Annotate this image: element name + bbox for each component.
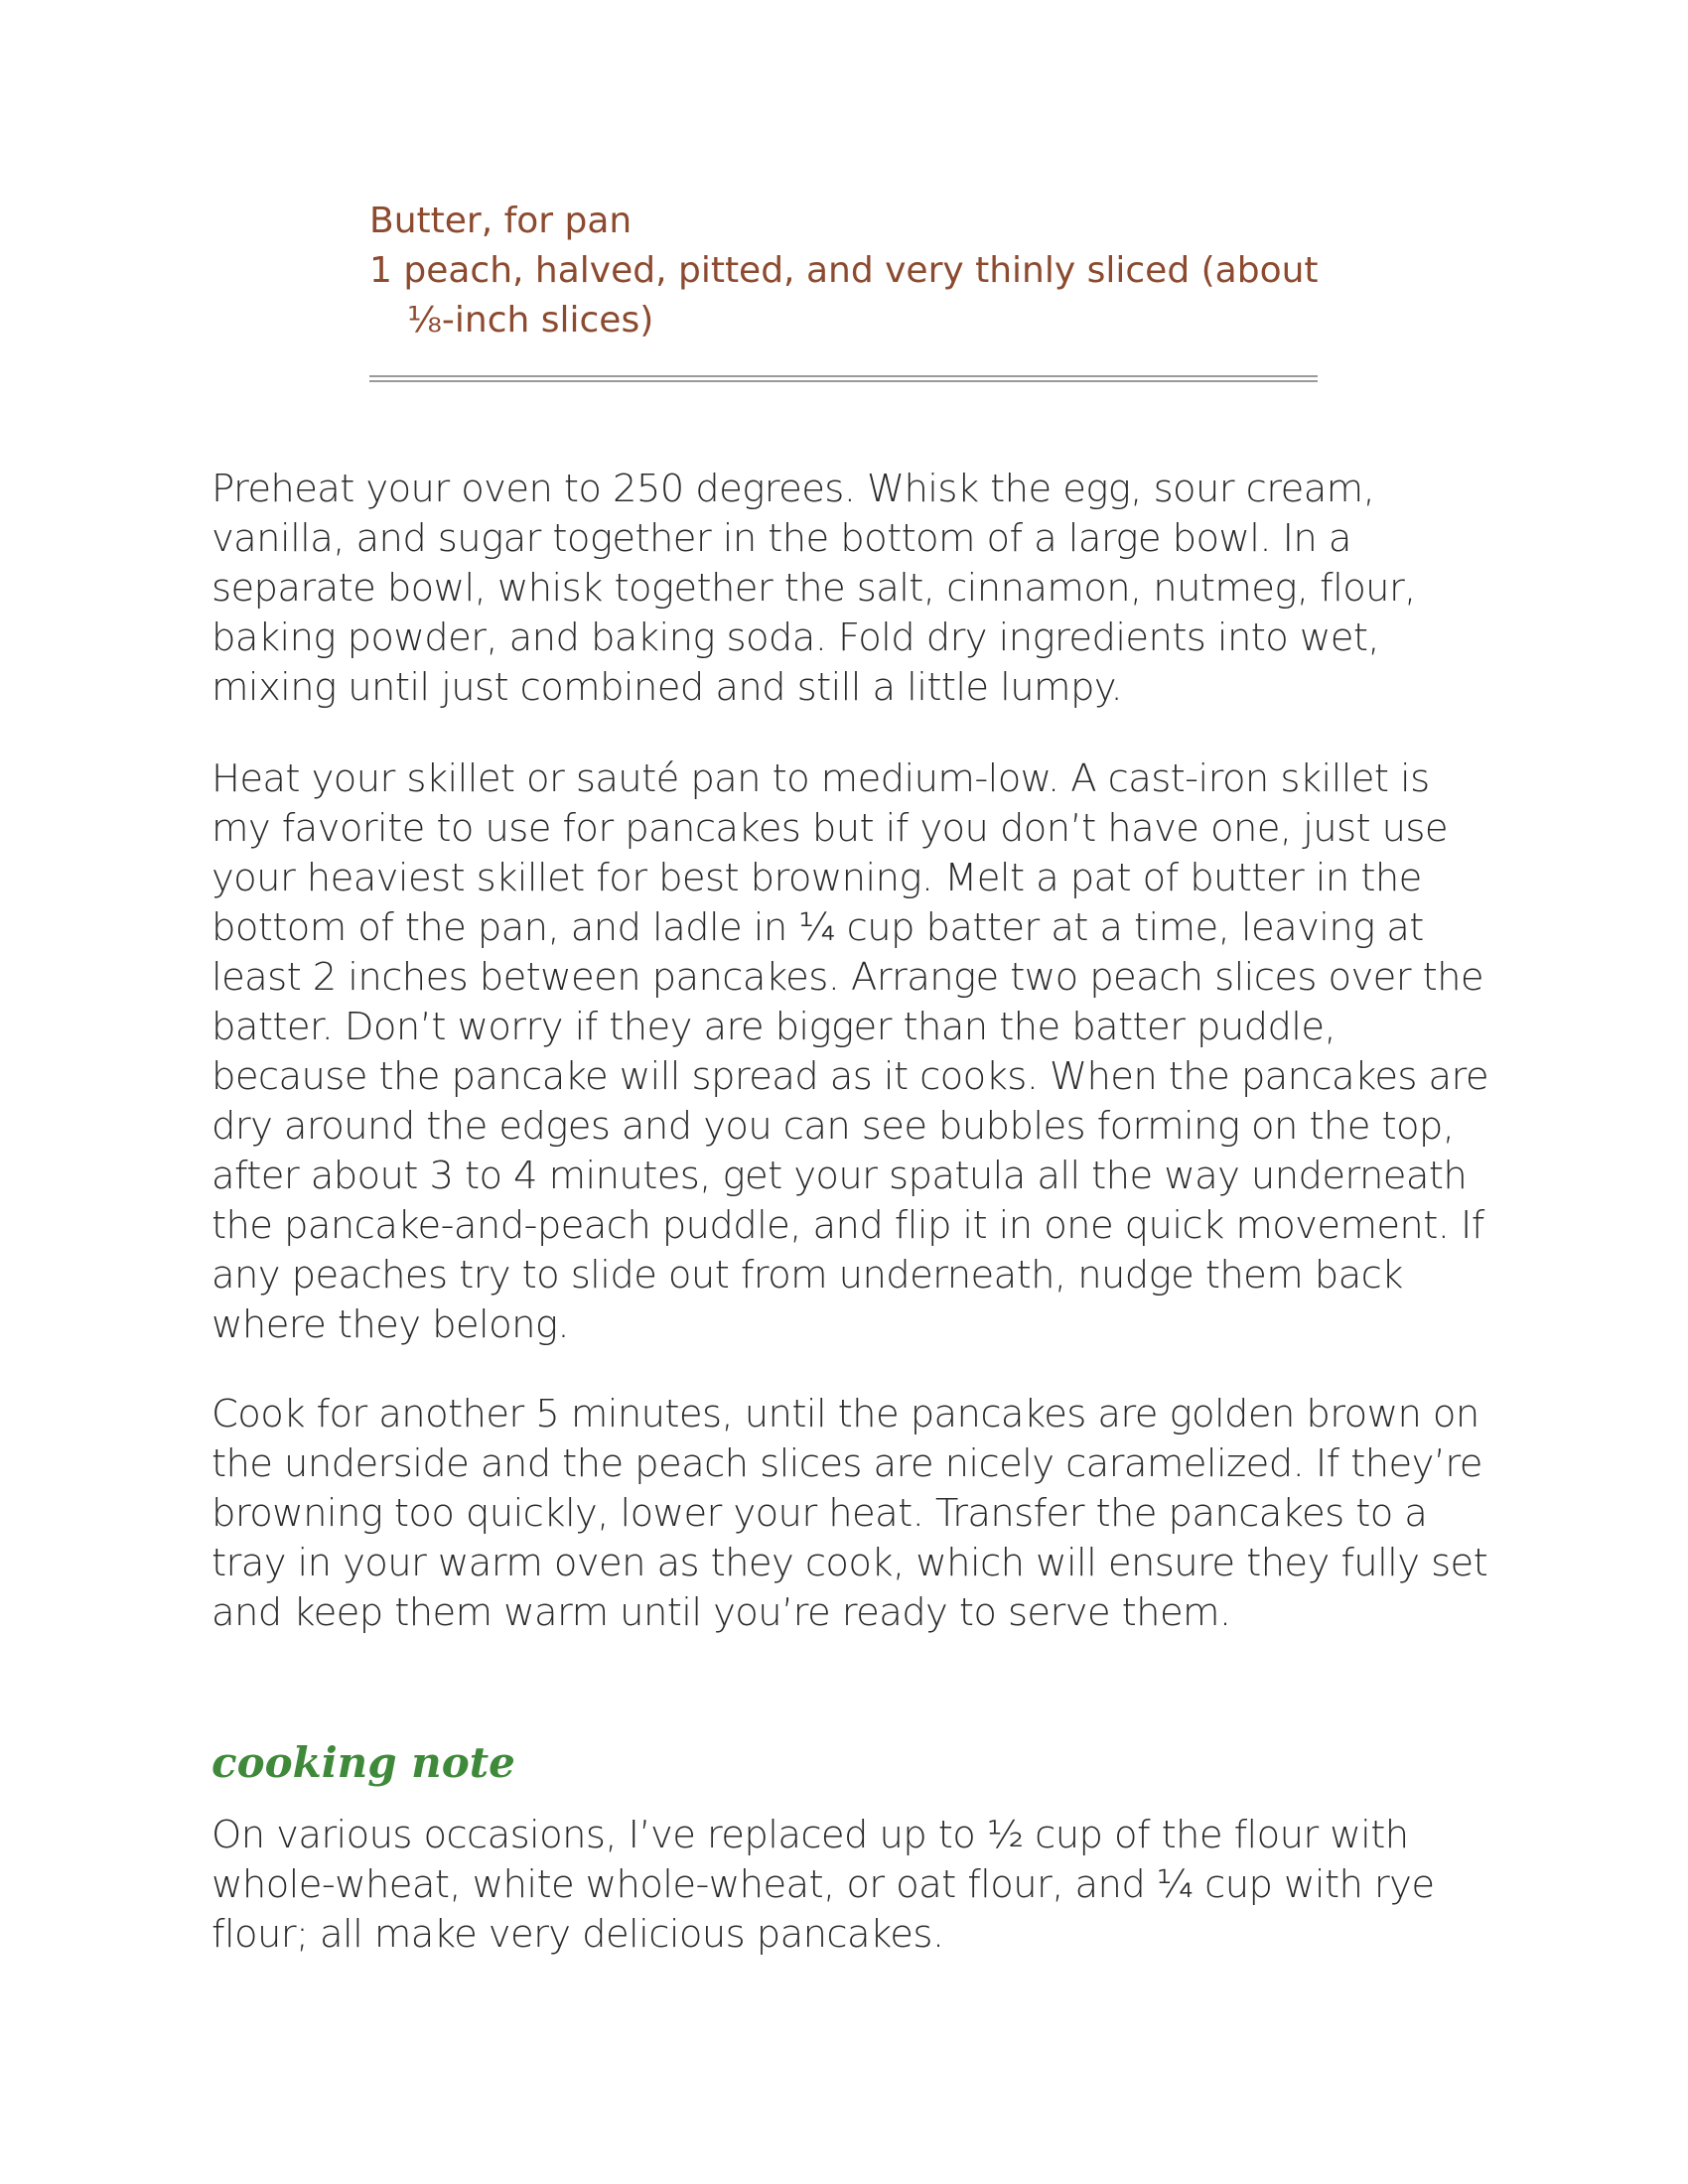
ingredient-divider	[369, 375, 1318, 382]
cooking-note-text: On various occasions, I’ve replaced up to ½ cup of the flour with whole-wheat, white whole-wheat, or oat flour, and ¼ cup with rye flour; all make very delicious pancakes.	[211, 1813, 1435, 1957]
ingredient-list	[369, 197, 1323, 345]
direction-paragraph: Cook for another 5 minutes, until the pancakes are golden brown on the underside and the peach slices are nicely caramelized. If they’re browning too quickly, lower your heat. Transfer the pancakes to a tray in your warm oven as they cook, which will ensure they fully set and keep them warm until you’re ready to serve them.	[211, 1392, 1488, 1635]
direction-paragraph: Preheat your oven to 250 degrees. Whisk the egg, sour cream, vanilla, and sugar together in the bottom of a large bowl. In a separate bowl, whisk together the salt, cinnamon, nutmeg, flour, baking powder, and baking soda. Fold dry ingredients into wet, mixing until just combined and still a little lumpy.	[211, 467, 1416, 710]
ingredient-item: Butter, for pan	[369, 201, 633, 241]
direction-paragraph: Heat your skillet or sauté pan to medium-low. A cast-iron skillet is my favorite to use for pancakes but if you don’t have one, just use your heaviest skillet for best browning. Melt a pat of butter in the bottom of the pan, and ladle in ¼ cup batter at a time, leaving at least 2 inches between pancakes. Arrange two peach slices over the batter. Don’t worry if they are bigger than the batter puddle, because the pancake will spread as it cooks. When the pancakes are dry around the edges and you can see bubbles forming on the top, after about 3 to 4 minutes, get your spatula all the way underneath the pancake-and-peach puddle, and flip it in one quick movement. If any peaches try to slide out from underneath, nudge them back where they belong.	[211, 756, 1488, 1347]
cooking-note-heading: cooking note	[211, 1738, 515, 1787]
ingredient-item: 1 peach, halved, pitted, and very thinly sliced (about ⅛-inch slices)	[369, 250, 1319, 341]
